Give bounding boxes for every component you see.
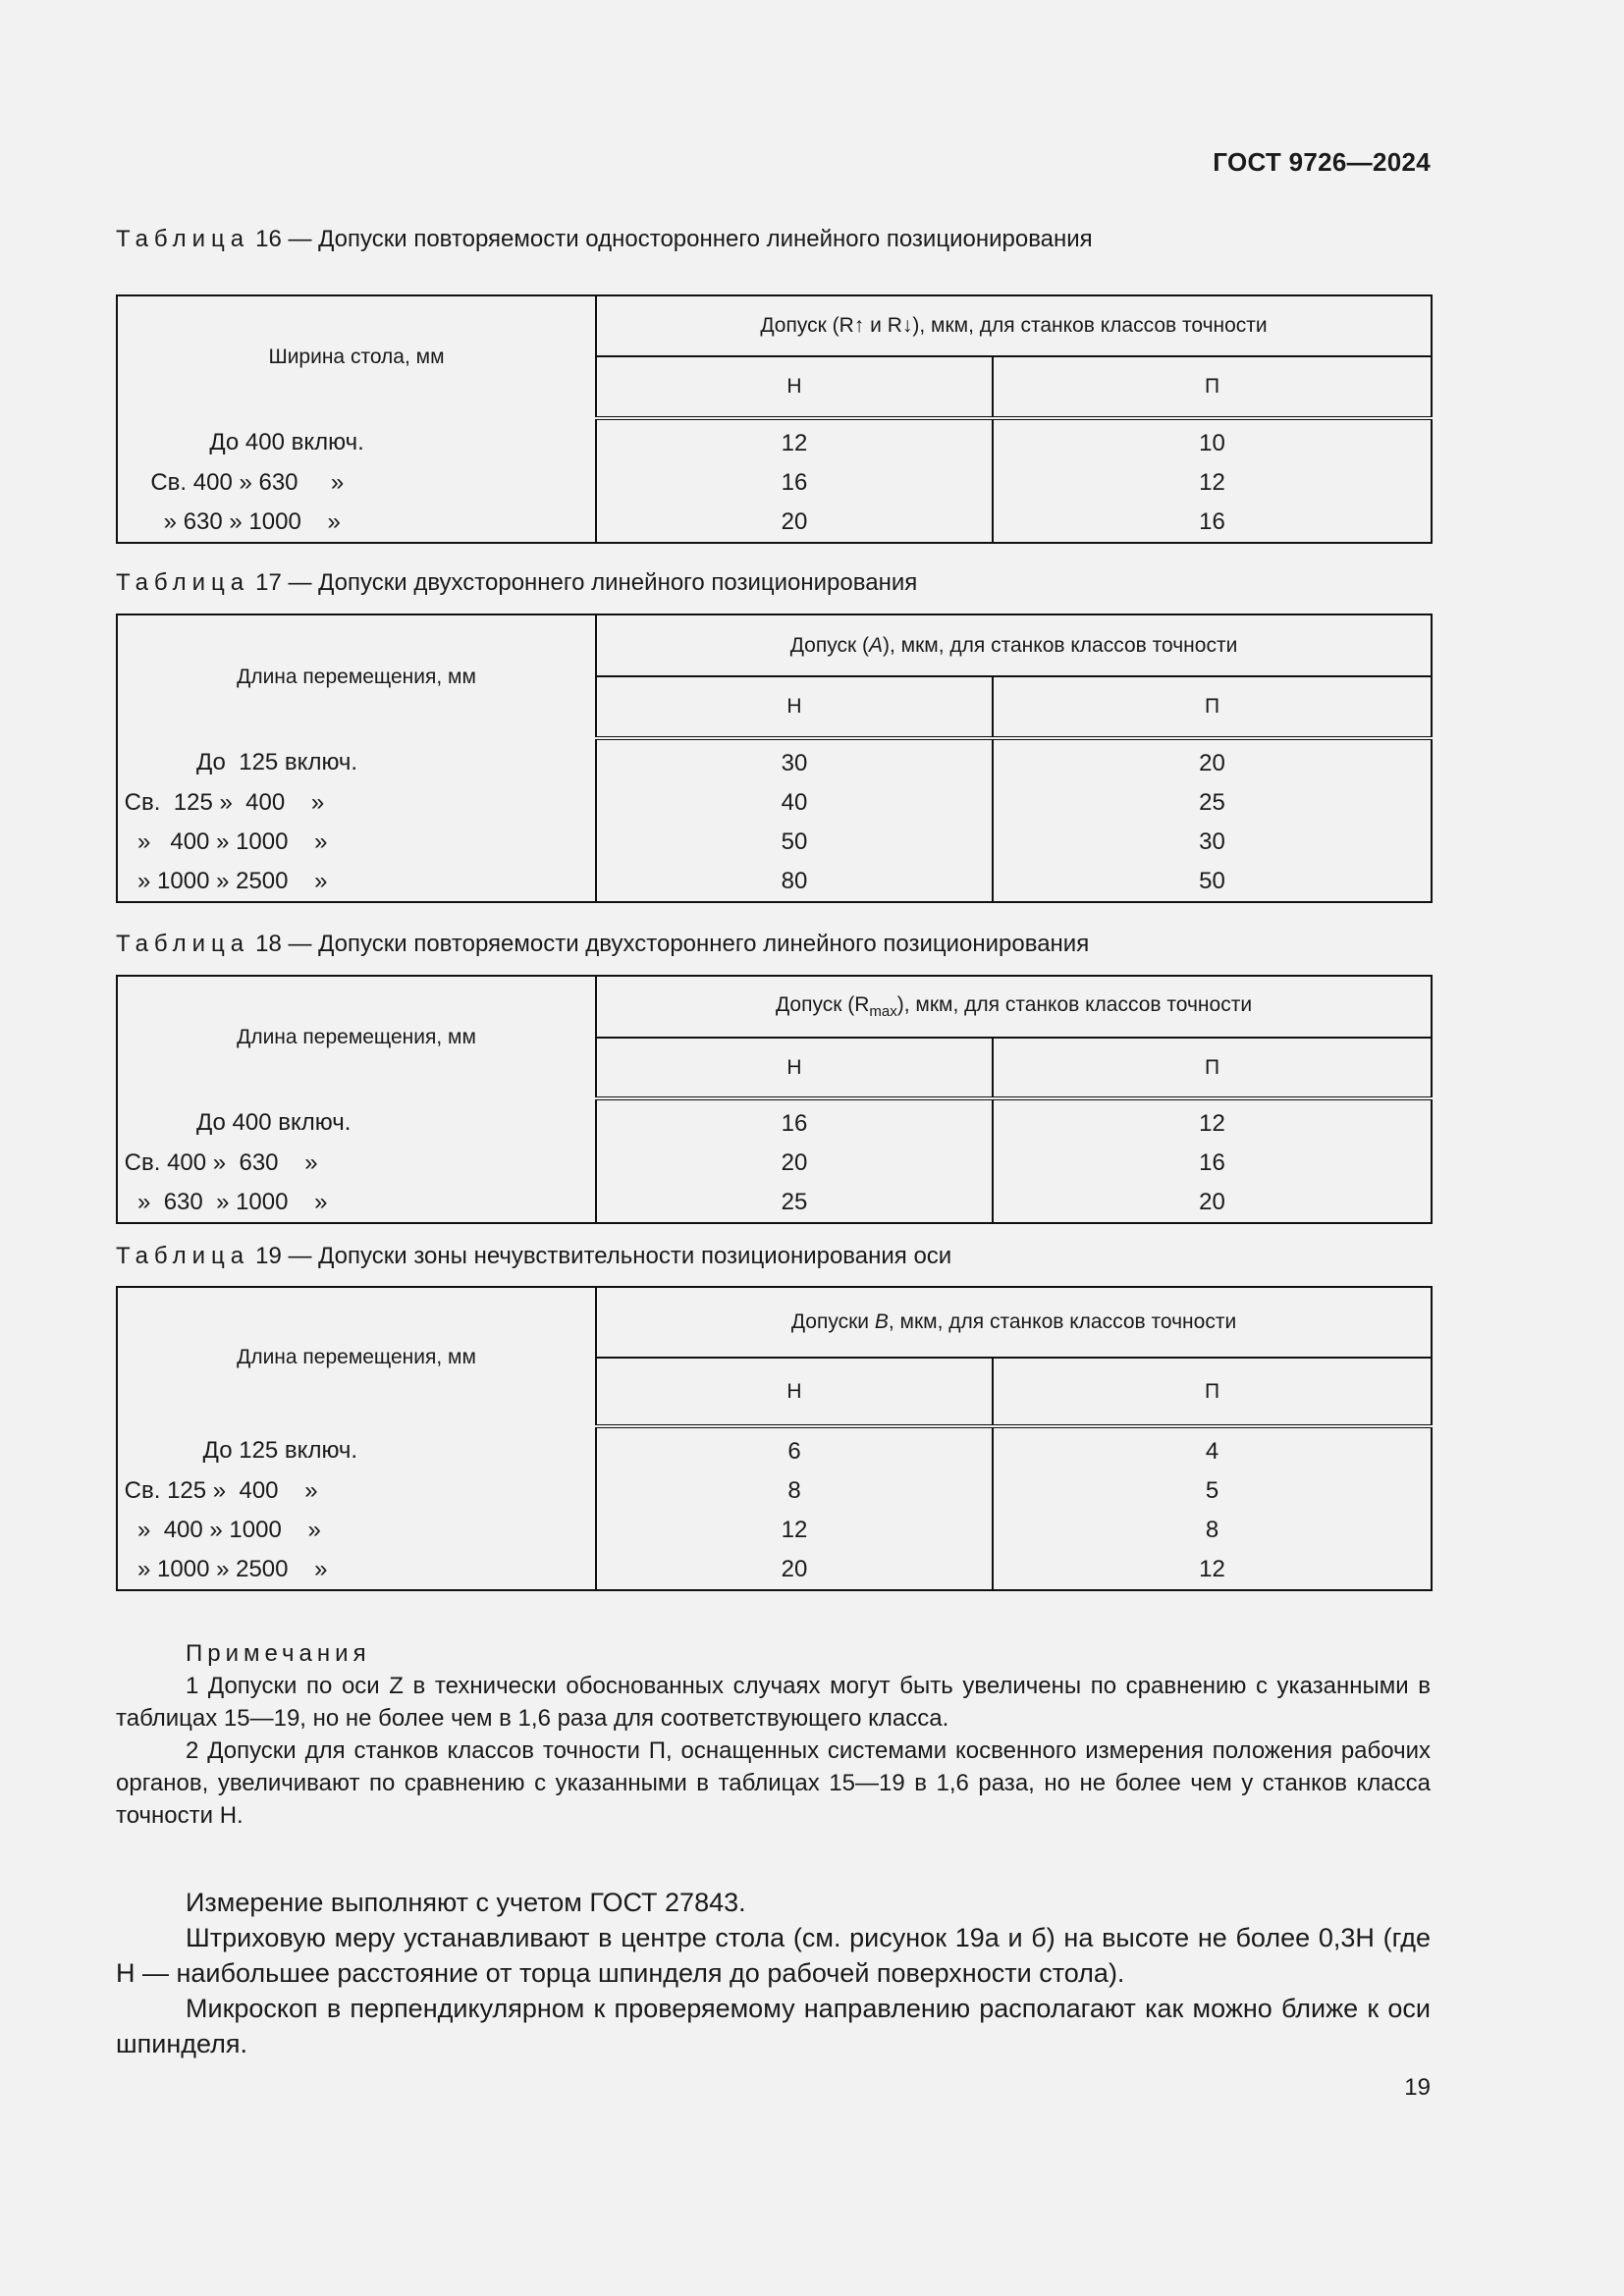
group-header bbox=[596, 976, 1432, 1038]
row-label: До 400 включ. bbox=[117, 418, 596, 463]
table-row bbox=[117, 1098, 1432, 1144]
row-label: До 400 включ. bbox=[117, 1098, 596, 1144]
row-label: Св. 400 » 630 » bbox=[117, 1144, 596, 1183]
col-header-length: Длина перемещения, мм bbox=[117, 614, 596, 738]
body-paragraph: Штриховую меру устанавливают в центре стола (см. рисунок 19а и б) на высоте не более 0,3Н (где Н — наибольшее расстояние от торца шпинделя до рабочей поверхности стола). bbox=[116, 1923, 1431, 1988]
table-number: 18 bbox=[255, 931, 282, 957]
value-h: 12 bbox=[596, 1511, 993, 1550]
value-p: 25 bbox=[993, 783, 1432, 823]
table-number: 17 bbox=[255, 569, 282, 596]
table-number: 16 bbox=[255, 226, 282, 252]
group-header-pre: Допуск (R bbox=[775, 992, 870, 1016]
table-row bbox=[117, 463, 1432, 503]
row-label: » 630 » 1000 » bbox=[117, 503, 596, 543]
table-row bbox=[117, 1183, 1432, 1223]
standard-id: ГОСТ 9726—2024 bbox=[1213, 147, 1431, 177]
table-title: — Допуски двухстороннего линейного позиционирования bbox=[288, 569, 918, 596]
class-header-h: Н bbox=[596, 1038, 993, 1098]
notes-title: Примечания bbox=[186, 1640, 371, 1667]
value-p: 50 bbox=[993, 862, 1432, 902]
table-18 bbox=[116, 975, 1433, 1224]
class-header-p: П bbox=[993, 676, 1432, 738]
table-row bbox=[117, 738, 1432, 783]
row-label: До 125 включ. bbox=[117, 738, 596, 783]
table-19-caption bbox=[116, 1243, 951, 1270]
row-label: Св. 400 » 630 » bbox=[117, 463, 596, 503]
row-label: » 1000 » 2500 » bbox=[117, 1550, 596, 1590]
class-header-p: П bbox=[993, 1038, 1432, 1098]
row-label: Св. 125 » 400 » bbox=[117, 783, 596, 823]
value-p: 4 bbox=[993, 1426, 1432, 1471]
table-19 bbox=[116, 1286, 1433, 1591]
table-16-caption bbox=[116, 226, 1093, 253]
value-p: 12 bbox=[993, 1098, 1432, 1144]
table-row bbox=[117, 1144, 1432, 1183]
value-p: 16 bbox=[993, 1144, 1432, 1183]
group-header: Допуск (R↑ и R↓), мкм, для станков классов точности bbox=[596, 295, 1432, 356]
table-17-caption bbox=[116, 569, 917, 597]
group-header: Допуск (A), мкм, для станков классов точности bbox=[596, 614, 1432, 676]
value-h: 6 bbox=[596, 1426, 993, 1471]
row-label: » 400 » 1000 » bbox=[117, 823, 596, 862]
value-h: 20 bbox=[596, 503, 993, 543]
value-h: 20 bbox=[596, 1144, 993, 1183]
body-paragraph: Микроскоп в перпендикулярном к проверяемому направлению располагают как можно ближе к оси шпинделя. bbox=[116, 1994, 1431, 2058]
note-item: 1 Допуски по оси Z в технически обоснованных случаях могут быть увеличены по сравнению с указанными в таблицах 15—19, но не более чем в 1,6 раза для соответствующего класса. bbox=[116, 1673, 1431, 1732]
table-18-caption bbox=[116, 931, 1089, 958]
body-text bbox=[116, 1885, 1431, 2061]
value-h: 80 bbox=[596, 862, 993, 902]
value-h: 16 bbox=[596, 463, 993, 503]
class-header-p: П bbox=[993, 356, 1432, 418]
row-label: » 1000 » 2500 » bbox=[117, 862, 596, 902]
row-label: » 400 » 1000 » bbox=[117, 1511, 596, 1550]
value-h: 20 bbox=[596, 1550, 993, 1590]
body-paragraph: Измерение выполняют с учетом ГОСТ 27843. bbox=[186, 1888, 746, 1917]
page-number: 19 bbox=[1404, 2074, 1431, 2101]
table-prefix: Таблица bbox=[116, 569, 250, 596]
class-header-h: Н bbox=[596, 676, 993, 738]
table-row bbox=[117, 1471, 1432, 1511]
table-title: — Допуски повторяемости одностороннего линейного позиционирования bbox=[288, 226, 1093, 252]
value-h: 30 bbox=[596, 738, 993, 783]
value-p: 30 bbox=[993, 823, 1432, 862]
value-p: 12 bbox=[993, 463, 1432, 503]
value-h: 12 bbox=[596, 418, 993, 463]
group-header: Допуски B, мкм, для станков классов точности bbox=[596, 1287, 1432, 1358]
note-item: 2 Допуски для станков классов точности П, оснащенных системами косвенного измерения положения рабочих органов, увеличивают по сравнению с указанными в таблицах 15—19 в 1,6 раза, но не более чем у станков класса точности Н. bbox=[116, 1737, 1431, 1829]
table-row bbox=[117, 503, 1432, 543]
table-row bbox=[117, 1511, 1432, 1550]
value-h: 25 bbox=[596, 1183, 993, 1223]
notes-block bbox=[116, 1637, 1431, 1832]
value-p: 12 bbox=[993, 1550, 1432, 1590]
value-p: 10 bbox=[993, 418, 1432, 463]
table-row bbox=[117, 823, 1432, 862]
value-h: 8 bbox=[596, 1471, 993, 1511]
table-title: — Допуски повторяемости двухстороннего линейного позиционирования bbox=[288, 931, 1090, 957]
table-row bbox=[117, 418, 1432, 463]
value-p: 5 bbox=[993, 1471, 1432, 1511]
table-number: 19 bbox=[255, 1243, 282, 1269]
table-prefix: Таблица bbox=[116, 226, 250, 252]
table-row bbox=[117, 862, 1432, 902]
table-row bbox=[117, 1550, 1432, 1590]
value-h: 40 bbox=[596, 783, 993, 823]
group-header-sub: max bbox=[869, 1003, 897, 1021]
value-h: 16 bbox=[596, 1098, 993, 1144]
value-p: 8 bbox=[993, 1511, 1432, 1550]
table-row bbox=[117, 783, 1432, 823]
row-label: » 630 » 1000 » bbox=[117, 1183, 596, 1223]
class-header-h: Н bbox=[596, 1358, 993, 1426]
value-p: 20 bbox=[993, 1183, 1432, 1223]
col-header-width: Ширина стола, мм bbox=[117, 295, 596, 418]
row-label: До 125 включ. bbox=[117, 1426, 596, 1471]
value-h: 50 bbox=[596, 823, 993, 862]
class-header-h: Н bbox=[596, 356, 993, 418]
row-label: Св. 125 » 400 » bbox=[117, 1471, 596, 1511]
value-p: 20 bbox=[993, 738, 1432, 783]
group-header-post: ), мкм, для станков классов точности bbox=[896, 992, 1253, 1016]
class-header-p: П bbox=[993, 1358, 1432, 1426]
value-p: 16 bbox=[993, 503, 1432, 543]
table-row bbox=[117, 1426, 1432, 1471]
table-16 bbox=[116, 294, 1433, 544]
table-prefix: Таблица bbox=[116, 1243, 250, 1269]
table-title: — Допуски зоны нечувствительности позиционирования оси bbox=[288, 1243, 952, 1269]
table-17 bbox=[116, 614, 1433, 903]
col-header-length: Длина перемещения, мм bbox=[117, 1287, 596, 1426]
col-header-length: Длина перемещения, мм bbox=[117, 976, 596, 1098]
table-prefix: Таблица bbox=[116, 931, 250, 957]
